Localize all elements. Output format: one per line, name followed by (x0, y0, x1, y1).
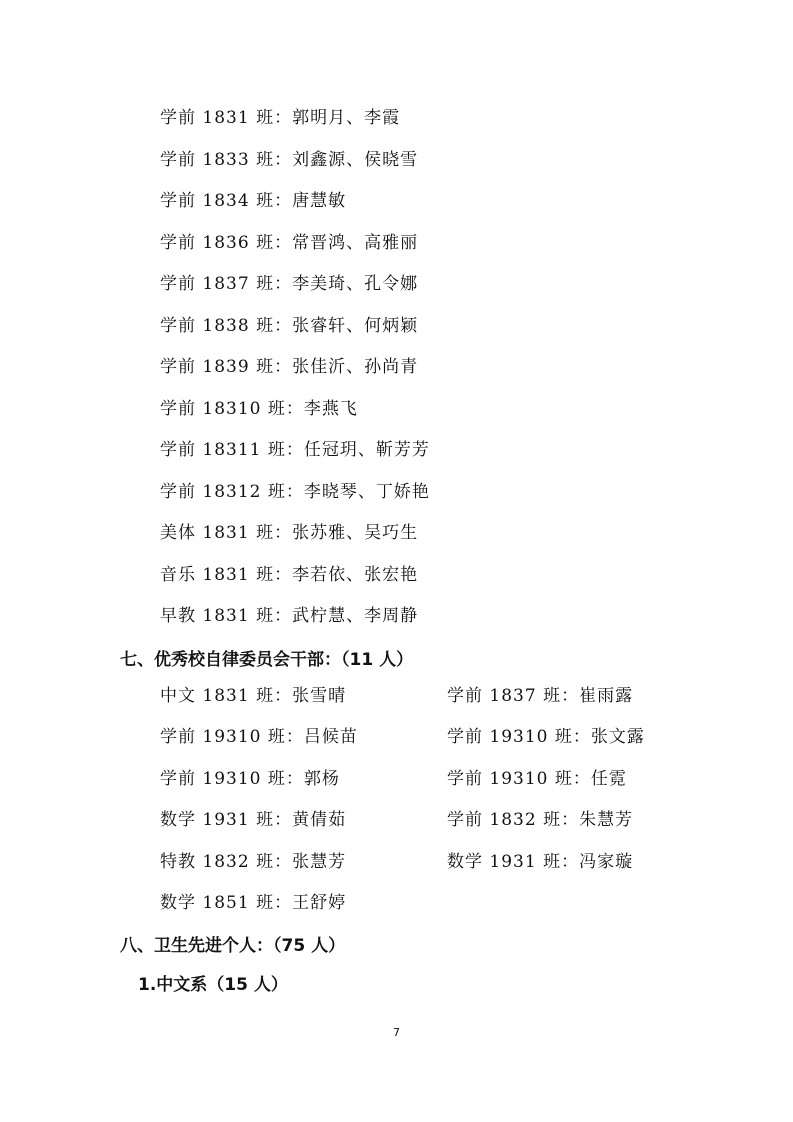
list-item: 美体 1831 班：张苏雅、吴巧生 (160, 523, 419, 543)
list-item: 数学 1931 班：黄倩茹 (160, 810, 347, 830)
list-item: 音乐 1831 班：李若依、张宏艳 (160, 565, 419, 585)
list-item: 学前 1833 班：刘鑫源、侯晓雪 (160, 150, 419, 170)
list-item: 学前 1837 班：崔雨露 (447, 686, 634, 706)
list-item: 学前 1838 班：张睿轩、何炳颖 (160, 316, 419, 336)
list-item: 学前 1837 班：李美琦、孔令娜 (160, 274, 419, 294)
list-item: 学前 19310 班：吕候苗 (160, 727, 358, 747)
page-number: 7 (393, 1026, 400, 1039)
list-item: 数学 1851 班：王舒婷 (160, 893, 347, 913)
section-heading-8: 八、卫生先进个人：（75 人） (120, 936, 346, 956)
list-item: 学前 18311 班：任冠玥、靳芳芳 (160, 440, 430, 460)
list-item: 数学 1931 班：冯家璇 (447, 852, 634, 872)
list-item: 学前 19310 班：郭杨 (160, 769, 340, 789)
list-item: 中文 1831 班：张雪晴 (160, 686, 347, 706)
list-item: 学前 19310 班：任霓 (447, 769, 627, 789)
list-item: 学前 18312 班：李晓琴、丁娇艳 (160, 482, 430, 502)
list-item: 学前 18310 班：李燕飞 (160, 399, 358, 419)
list-item: 特教 1832 班：张慧芳 (160, 852, 347, 872)
list-item: 学前 1831 班：郭明月、李霞 (160, 108, 401, 128)
list-item: 学前 1834 班：唐慧敏 (160, 191, 347, 211)
list-item: 学前 1839 班：张佳沂、孙尚青 (160, 357, 419, 377)
list-item: 学前 1832 班：朱慧芳 (447, 810, 634, 830)
list-item: 学前 1836 班：常晋鸿、高雅丽 (160, 233, 419, 253)
section-heading-7: 七、优秀校自律委员会干部：（11 人） (120, 650, 414, 670)
subsection-heading: 1.中文系（15 人） (138, 975, 288, 995)
list-item: 早教 1831 班：武柠慧、李周静 (160, 606, 419, 626)
list-item: 学前 19310 班：张文露 (447, 727, 645, 747)
